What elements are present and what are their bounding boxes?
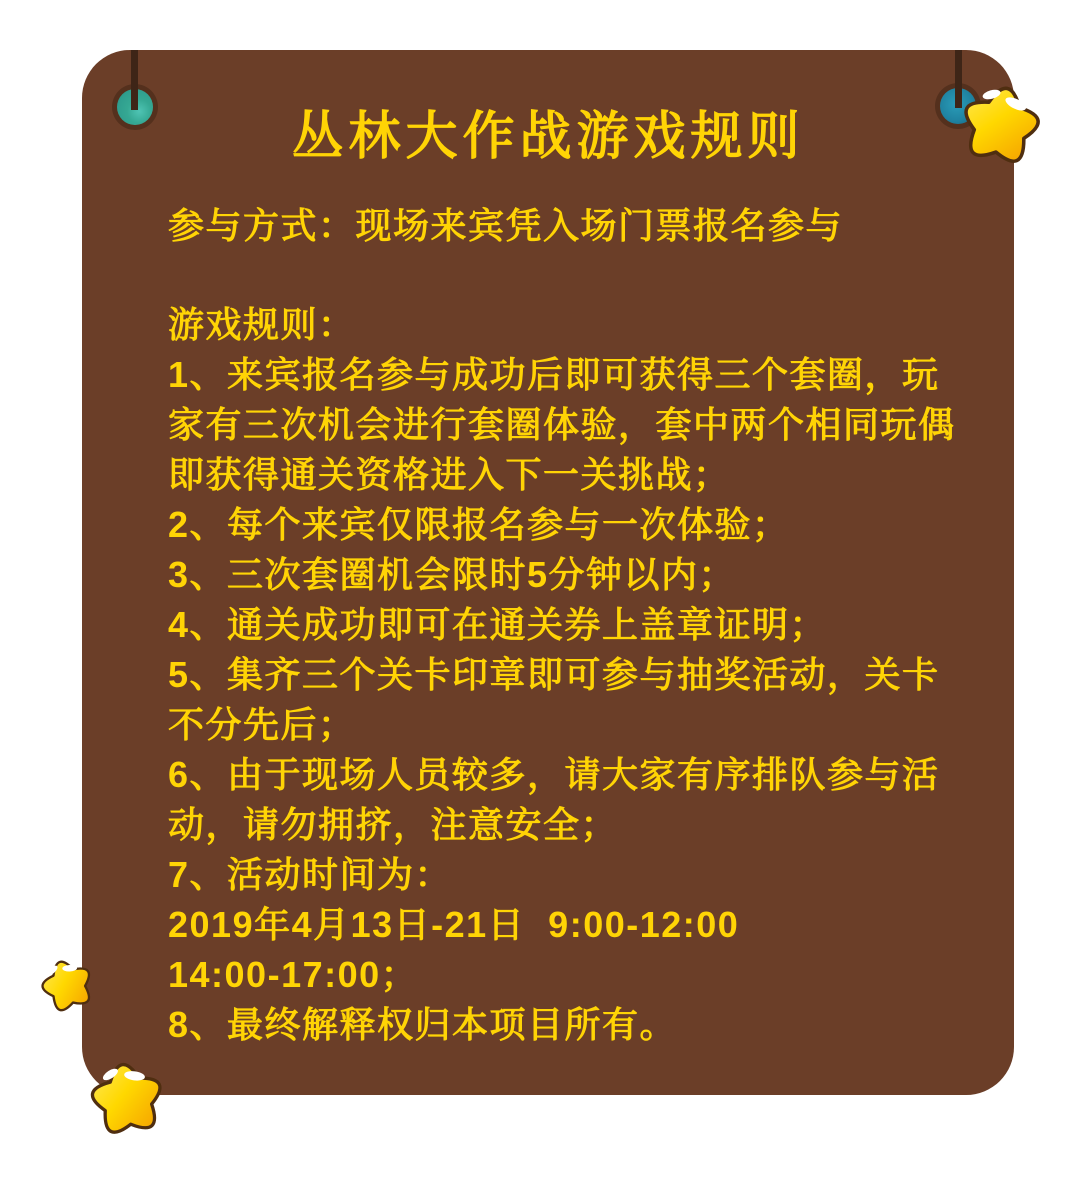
rule-line: 不分先后；: [168, 704, 356, 745]
rule-line: 4、通关成功即可在通关券上盖章证明；: [168, 604, 828, 645]
star-icon: [933, 55, 1070, 192]
star-icon: [65, 1035, 189, 1159]
participation-line: 参与方式：现场来宾凭入场门票报名参与: [168, 205, 844, 246]
rule-line: 14:00-17:00；: [168, 954, 419, 995]
hanging-string-left: [131, 50, 138, 110]
rule-line: 8、最终解释权归本项目所有。: [168, 1004, 678, 1045]
rules-text-block: [168, 300, 956, 1050]
rule-line: 2、每个来宾仅限报名参与一次体验；: [168, 504, 790, 545]
rule-line: 家有三次机会进行套圈体验，套中两个相同玩偶: [168, 404, 956, 445]
rules-heading: 游戏规则：: [168, 304, 356, 345]
rule-line: 1、来宾报名参与成功后即可获得三个套圈，玩: [168, 354, 940, 395]
rules-board: [82, 50, 1014, 1095]
rule-line: 2019年4月13日-21日 9:00-12:00: [168, 904, 740, 945]
rule-line: 7、活动时间为：: [168, 854, 453, 895]
rule-line: 5、集齐三个关卡印章即可参与抽奖活动，关卡: [168, 654, 940, 695]
rule-line: 6、由于现场人员较多，请大家有序排队参与活: [168, 754, 940, 795]
poster-title: 丛林大作战游戏规则: [291, 108, 805, 166]
rule-line: 动，请勿拥挤，注意安全；: [168, 804, 619, 845]
rule-line: 3、三次套圈机会限时5分钟以内；: [168, 554, 737, 595]
rule-line: 即获得通关资格进入下一关挑战；: [168, 454, 731, 495]
